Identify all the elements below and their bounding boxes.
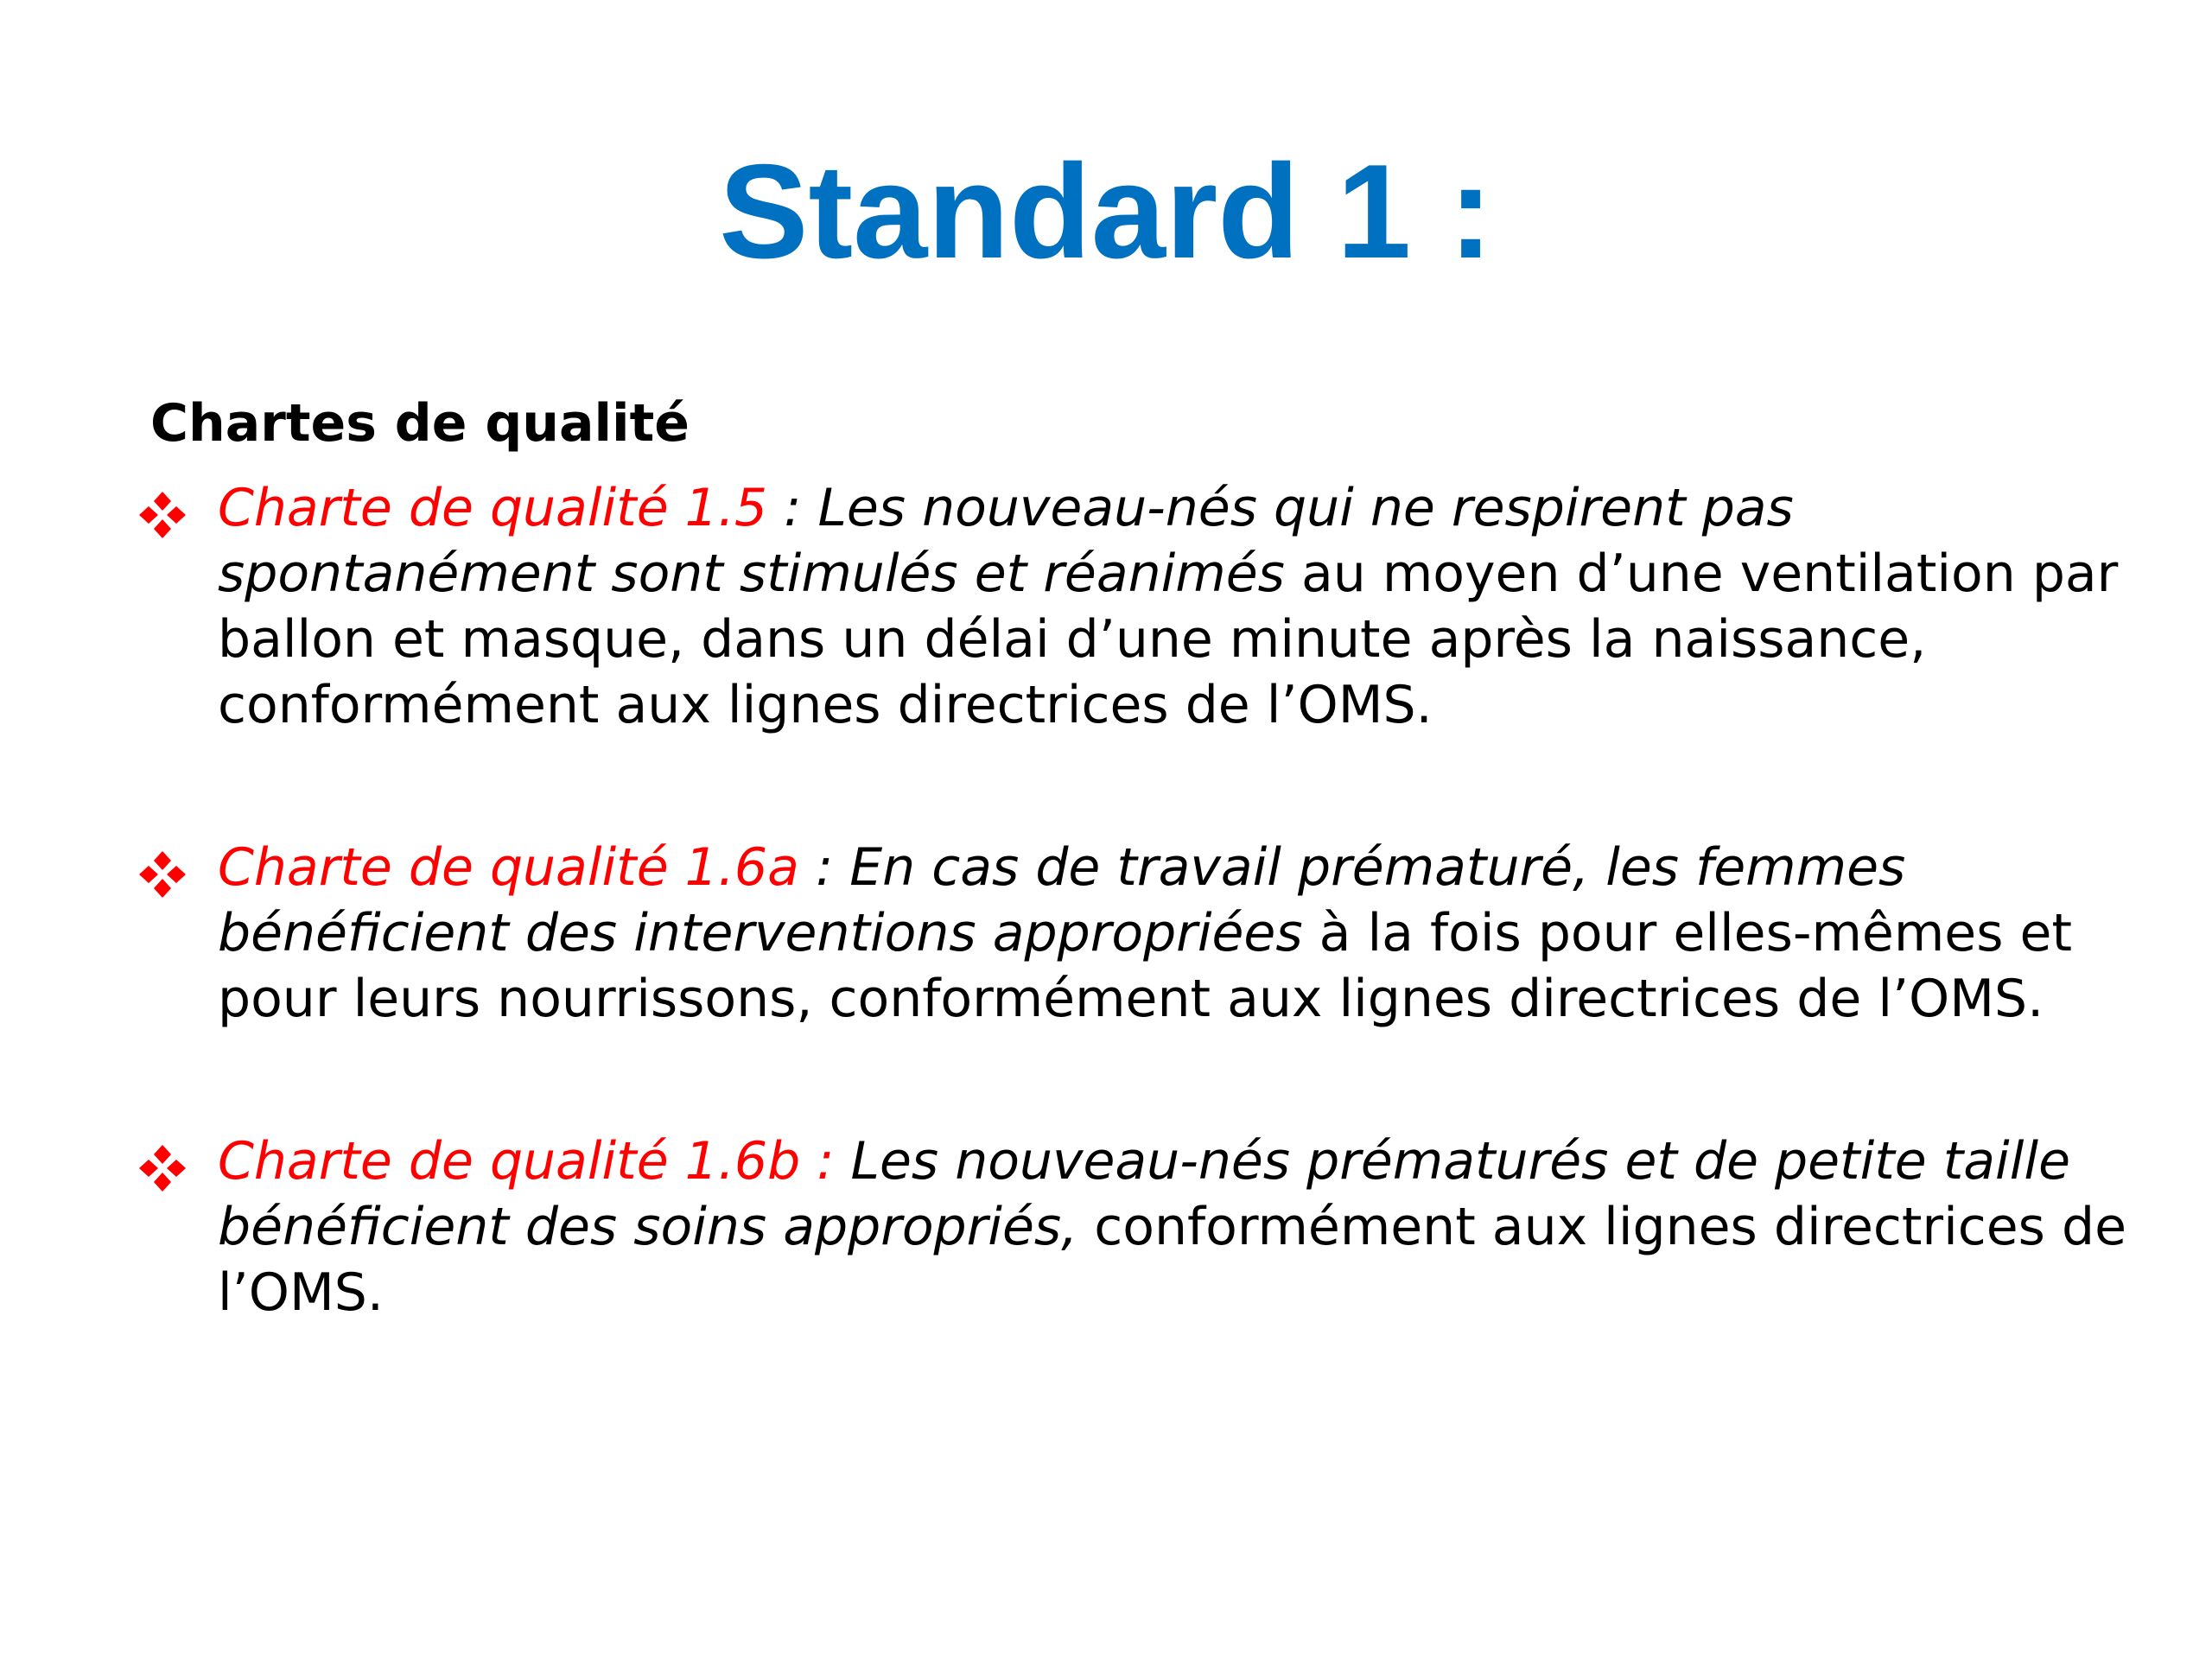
four-diamond-bullet-icon	[137, 489, 188, 541]
charter-label: Charte de qualité 1.6b :	[218, 1131, 851, 1192]
section-heading: Chartes de qualité	[150, 393, 690, 454]
list-item	[130, 1128, 2169, 1325]
charter-italic-text: : Les nouveau-nés qui ne respirent pas spontanément sont stimulés et réanimés	[218, 478, 1794, 604]
charter-text: à la fois pour elles-mêmes et pour leurs nourrissons, conformément aux lignes directrices de l’OMS.	[218, 903, 2072, 1029]
four-diamond-bullet-icon	[137, 1142, 188, 1194]
list-item	[130, 475, 2169, 738]
quality-charter-list	[130, 475, 2169, 1325]
charter-italic-text: Les nouveau-nés prématurés et de petite taille bénéficient des soins appropriés,	[218, 1131, 2070, 1257]
list-item	[130, 835, 2169, 1032]
four-diamond-bullet-icon	[137, 849, 188, 900]
slide-title: Standard 1 :	[719, 137, 1493, 286]
charter-italic-text: : En cas de travail prématuré, les femmes bénéficient des interventions appropriées	[218, 837, 1906, 963]
charter-label: Charte de qualité 1.6a	[218, 837, 799, 898]
charter-text: conformément aux lignes directrices de l’OMS.	[218, 1197, 2126, 1323]
charter-text: au moyen d’une ventilation par ballon et masque, dans un délai d’une minute après la naissance, conformément aux lignes directrices de l’OMS.	[218, 543, 2119, 735]
charter-label: Charte de qualité 1.5	[218, 478, 768, 538]
